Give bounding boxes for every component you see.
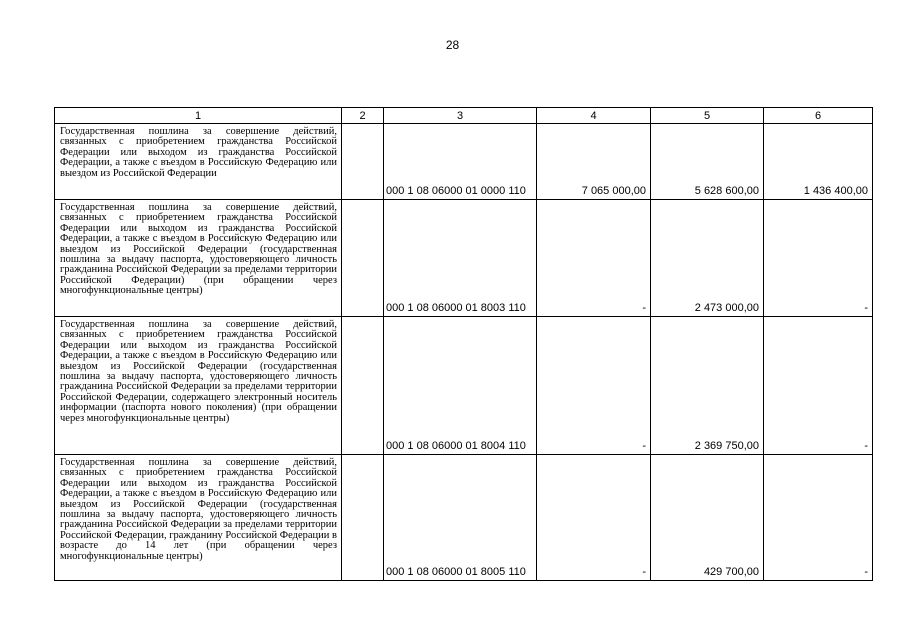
column-header: 6: [764, 108, 873, 124]
column-2-cell: [342, 124, 384, 200]
column-4-value: -: [537, 200, 651, 317]
budget-code-cell: 000 1 08 06000 01 0000 110: [384, 124, 537, 200]
column-5-value: 2 473 000,00: [651, 200, 764, 317]
table-row: [55, 124, 873, 200]
column-6-value: -: [764, 455, 873, 581]
column-4-value: 7 065 000,00: [537, 124, 651, 200]
column-2-cell: [342, 200, 384, 317]
budget-code-cell: 000 1 08 06000 01 8005 110: [384, 455, 537, 581]
column-header: 1: [55, 108, 342, 124]
revenue-name-cell: Государственная пошлина за совершение действий, связанных с приобретением гражданства Российской Федерации или выходом из гражданства Российской Федерации, а также с въездом в Российскую Федерацию или выездом из Российской Федерации (государственная пошлина за выдачу паспорта, удостоверяющего личность гражданина Российской Федерации за пределами территории Российской Федерации) (при обращении через многофункциональные центры): [55, 200, 342, 317]
column-4-value: -: [537, 455, 651, 581]
revenue-name-cell: Государственная пошлина за совершение действий, связанных с приобретением гражданства Российской Федерации или выходом из гражданства Российской Федерации, а также с въездом в Российскую Федерацию или выездом из Российской Федерации (государственная пошлина за выдачу паспорта, удостоверяющего личность гражданина Российской Федерации за пределами территории Российской Федерации, содержащего электронный носитель информации (паспорта нового поколения) (при обращении через многофункциональные центры): [55, 317, 342, 455]
column-header: 5: [651, 108, 764, 124]
table-row: [55, 455, 873, 581]
column-6-value: -: [764, 317, 873, 455]
column-2-cell: [342, 317, 384, 455]
column-6-value: 1 436 400,00: [764, 124, 873, 200]
revenue-name-cell: Государственная пошлина за совершение действий, связанных с приобретением гражданства Российской Федерации или выходом из гражданства Российской Федерации, а также с въездом в Российскую Федерацию или выездом из Российской Федерации (государственная пошлина за выдачу паспорта, удостоверяющего личность гражданина Российской Федерации за пределами территории Российской Федерации, гражданину Российской Федерации в возрасте до 14 лет (при обращении через многофункциональные центры): [55, 455, 342, 581]
column-6-value: -: [764, 200, 873, 317]
column-5-value: 2 369 750,00: [651, 317, 764, 455]
budget-code-cell: 000 1 08 06000 01 8003 110: [384, 200, 537, 317]
table-row: [55, 317, 873, 455]
table-header-row: [55, 108, 873, 124]
budget-code-cell: 000 1 08 06000 01 8004 110: [384, 317, 537, 455]
column-2-cell: [342, 455, 384, 581]
column-5-value: 5 628 600,00: [651, 124, 764, 200]
revenue-table: [54, 107, 873, 581]
table-row: [55, 200, 873, 317]
column-5-value: 429 700,00: [651, 455, 764, 581]
page-number: 28: [445, 38, 460, 52]
column-header: 4: [537, 108, 651, 124]
revenue-name-cell: Государственная пошлина за совершение действий, связанных с приобретением гражданства Российской Федерации или выходом из гражданства Российской Федерации, а также с въездом в Российскую Федерацию или выездом из Российской Федерации: [55, 124, 342, 200]
column-header: 3: [384, 108, 537, 124]
column-header: 2: [342, 108, 384, 124]
column-4-value: -: [537, 317, 651, 455]
